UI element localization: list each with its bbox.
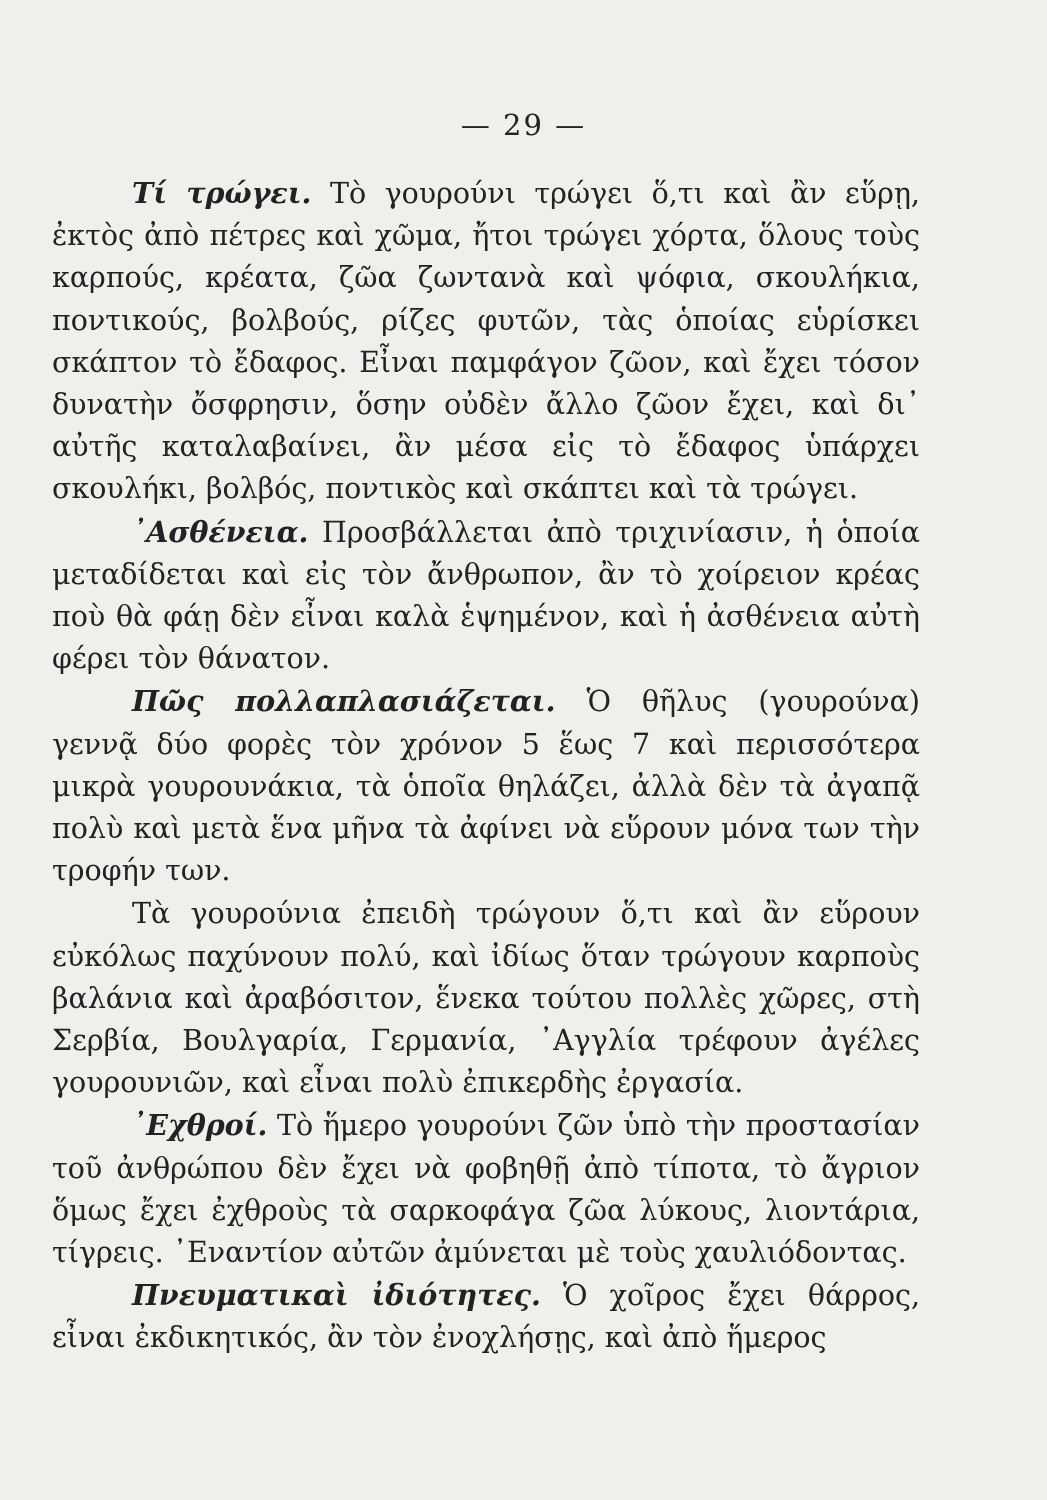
section-heading: ᾿Ασθένεια. <box>132 514 309 549</box>
section-body: Τὸ ἥμερο γουρούνι ζῶν ὑπὸ τὴν προστασίαν τοῦ ἀνθρώπου δὲν ἔχει νὰ φοβηθῇ ἀπὸ τίποτα, τὸ ἄγριον ὅμως ἔχει ἐχθροὺς τὰ σαρκοφάγα ζῶα λύκους, λιοντάρια, τίγρεις. ᾿Εναντίον αὐτῶν ἀμύνεται μὲ τοὺς χαυλιόδοντας. <box>52 1109 920 1270</box>
page-text <box>52 172 920 1360</box>
section-heading: Πνευματικαὶ ἰδιότητες. <box>132 1278 541 1313</box>
section-farming <box>52 892 920 1104</box>
section-body: Τὸ γουρούνι τρώγει ὅ,τι καὶ ἂν εὕρῃ, ἐκτὸς ἀπὸ πέτρες καὶ χῶμα, ἤτοι τρώγει χόρτα, ὅλους τοὺς καρπούς, κρέατα, ζῶα ζωντανὰ καὶ ψόφια, σκουλήκια, ποντικούς, βολβούς, ρίζες φυτῶν, τὰς ὁποίας εὑρίσκει σκάπτον τὸ ἔδαφος. Εἶναι παμφάγον ζῶον, καὶ ἔχει τόσον δυνατὴν ὄσφρησιν, ὅσην οὐδὲν ἄλλο ζῶον ἔχει, καὶ δι᾽ αὐτῆς καταλαβαίνει, ἂν μέσα εἰς τὸ ἔδαφος ὑπάρχει σκουλήκι, βολβός, ποντικὸς καὶ σκάπτει καὶ τὰ τρώγει. <box>52 177 920 506</box>
section-mental-traits <box>52 1274 920 1359</box>
section-heading: ᾿Εχθροί. <box>132 1108 268 1143</box>
section-body: Προσβάλλεται ἀπὸ τριχινίασιν, ἡ ὁποία μεταδίδεται καὶ εἰς τὸν ἄνθρωπον, ἂν τὸ χοίρειον κρέας ποὺ θὰ φάῃ δὲν εἶναι καλὰ ἑψημένον, καὶ ἡ ἀσθένεια αὐτὴ φέρει τὸν θάνατον. <box>52 515 920 676</box>
section-heading: Τί τρώγει. <box>132 176 312 210</box>
page-number: — 29 — <box>460 108 587 142</box>
section-body: Τὰ γουρούνια ἐπειδὴ τρώγουν ὅ,τι καὶ ἂν εὕρουν εὐκόλως παχύνουν πολύ, καὶ ἰδίως ὅταν τρώγουν καρποὺς βαλάνια καὶ ἀραβόσιτον, ἕνεκα τούτου πολλὲς χῶρες, στὴ Σερβία, Βουλγαρία, Γερμανία, ᾿Αγγλία τρέφουν ἀγέλες γουρουνιῶν, καὶ εἶναι πολὺ ἐπικερδὴς ἐργασία. <box>52 897 920 1100</box>
section-what-it-eats <box>52 172 920 511</box>
section-enemies <box>52 1104 920 1274</box>
section-heading: Πῶς πολλαπλασιάζεται. <box>132 684 556 719</box>
section-body: Ὁ θῆλυς (γουρούνα) γεννᾷ δύο φορὲς τὸν χρόνον 5 ἕως 7 καὶ περισσότερα μικρὰ γουρουνάκια, τὰ ὁποῖα θηλάζει, ἀλλὰ δὲν τὰ ἀγαπᾷ πολὺ καὶ μετὰ ἕνα μῆνα τὰ ἀφίνει νὰ εὕρουν μόνα των τὴν τροφήν των. <box>52 685 920 888</box>
section-body: Ὁ χοῖρος ἔχει θάρρος, εἶναι ἐκδικητικός, ἂν τὸν ἐνοχλήσῃς, καὶ ἀπὸ ἥμερος <box>52 1279 921 1355</box>
section-disease <box>52 511 920 681</box>
section-reproduction <box>52 680 920 892</box>
